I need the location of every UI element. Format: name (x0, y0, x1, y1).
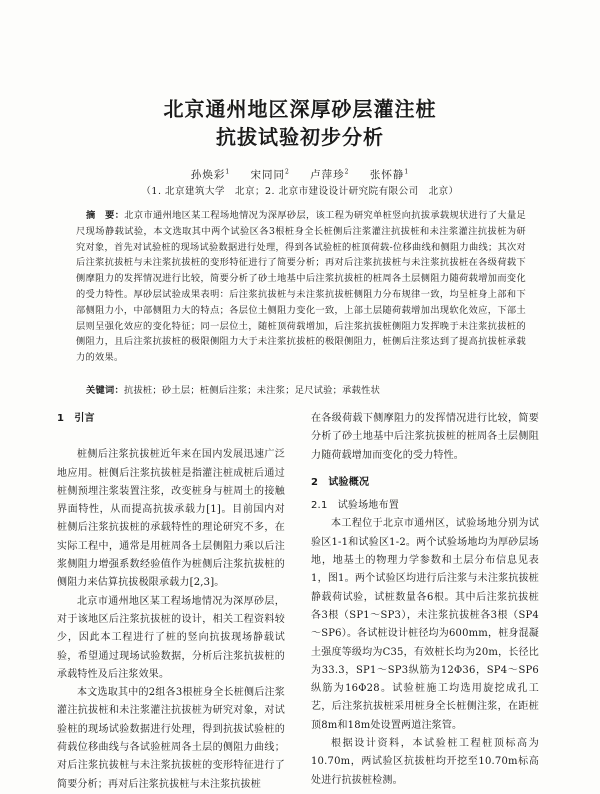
paper-title-line1: 北京通州地区深厚砂层灌注桩 (163, 97, 437, 121)
paragraph: 根据设计资料，本试验桩工程桩顶标高为10.70m，两试验区抗拔桩均开挖至10.70m标高处进行抗拔桩检测。 (311, 738, 539, 786)
paragraph: 北京市通州地区某工程场地情况为深厚砂层，对于该地区后注浆抗拔桩的设计，相关工程资料较少，因此本工程进行了桩的竖向抗拔现场静载试验，希望通过现场试验数据，分析后注浆抗拔桩的承载特性及后注浆效果。 (57, 595, 285, 680)
author: 卢萍珍$^2$ (310, 168, 350, 181)
section-heading: 1 引言 (57, 413, 95, 424)
author: 孙焕彩$^1$ (190, 168, 231, 181)
author-list (0, 167, 600, 182)
abstract-label: 摘 要： (86, 210, 125, 221)
paragraph: 本工程位于北京市通州区，试验场地分别为试验区1-1和试验区1-2。两个试验场地均为厚砂层场地，地基土的物理力学参数和土层分布信息见表1，图1。两个试验区均进行后注浆与未注浆抗拔桩静载荷试验，试桩数量各6根。其中后注浆抗拔桩各3根（SP1～SP3），未注浆抗拔桩各3根（SP4～SP6）。各试桩设计桩径均为600mm，桩身混凝土强度等级均为C35，有效桩长均为20m，长径比为33.3，SP1～SP3纵筋为12Φ36，SP4～SP6纵筋为16Φ28。试验桩施工均选用旋挖成孔工艺，后注浆抗拔桩采用桩身全长桩侧注浆，在距桩顶8m和18m处设置两道注浆管。 (311, 518, 539, 731)
keywords-label: 关键词： (86, 385, 124, 396)
left-column (57, 410, 285, 790)
paragraph: 在各级荷载下侧摩阻力的发挥情况进行比较，简要分析了砂土地基中后注浆抗拔桩的桩周各土层侧阻力随荷载增加而变化的受力特性。 (311, 413, 539, 461)
section-heading: 2 试验概况 (311, 476, 370, 488)
paper-title-line2: 抗拔试验初步分析 (216, 125, 384, 149)
paragraph: 桩侧后注浆抗拔桩近年来在国内发展迅速广泛地应用。桩侧后注浆抗拔桩是指灌注桩成桩后通过桩侧预埋注浆装置注浆，改变桩身与桩周土的接触界面特性，从而提高抗拔承载力[1]。目前国内对桩侧后注浆抗拔桩的承载特性的理论研究不多，在实际工程中，通常是用桩周各土层侧阻力乘以后注浆侧阻力增强系数经验值作为桩侧后注浆抗拔桩的侧阻力来估算抗拔极限承载力[2,3]。 (57, 449, 285, 589)
keywords (86, 382, 526, 396)
right-column (311, 410, 539, 786)
author: 宋同同$^2$ (250, 168, 290, 181)
paragraph: 本文选取其中的2组各3根桩身全长桩侧后注浆灌注抗拔桩和未注浆灌注抗拔桩为研究对象，对试验桩的现场试验数据进行处理，得到抗拔试验桩的荷载位移曲线与各试验桩周各土层的侧阻力曲线；对后注浆抗拔桩与未注浆抗拔桩的变形特征进行了简要分析；再对后注浆抗拔桩与未注浆抗拔桩 (57, 687, 285, 790)
affiliation: （1. 北京建筑大学 北京；2. 北京市建设设计研究院有限公司 北京） (141, 186, 459, 197)
author: 张怀静$^1$ (369, 168, 410, 181)
keywords-text: 抗拔桩；砂土层；桩侧后注浆；未注浆；足尺试验；承载性状 (123, 385, 381, 396)
abstract (76, 208, 526, 366)
subsection-heading: 2.1 试验场地布置 (311, 500, 399, 512)
abstract-text: 北京市通州地区某工程场地情况为深厚砂层，该工程为研究单桩竖向抗拔承载规状进行了大量足尺现场静载试验，本文选取其中两个试验区各3根桩身全长桩侧后注浆灌注抗拔桩和未注浆灌注抗拔桩为研究对象，首先对试验桩的现场试验数据进行处理，得到各试验桩的桩顶荷载-位移曲线和侧阻力曲线；其次对后注浆抗拔桩与未注浆抗拔桩的变形特征进行了简要分析；再对后注浆抗拔桩与未注浆抗拔桩在各级荷载下侧摩阻力的发挥情况进行比较，简要分析了砂土地基中后注浆抗拔桩的桩周各土层侧阻力随荷载增加而变化的受力特性。厚砂层试验成果表明：后注浆抗拔桩与未注浆抗拔桩侧阻力分布规律一致，均呈桩身上部和下部侧阻力小，中部侧阻力大的特点；各层位土侧阻力变化一致，上部土层随荷载增加出现软化效应，下部土层则呈强化效应的变化特征；同一层位土，随桩顶荷载增加，后注浆抗拔桩侧阻力发挥晚于未注浆抗拔桩的侧阻力，且后注浆抗拔桩的极限侧阻力大于未注浆抗拔桩的极限侧阻力，桩侧后注浆达到了提高抗拔桩承载力的效果。 (76, 210, 526, 364)
